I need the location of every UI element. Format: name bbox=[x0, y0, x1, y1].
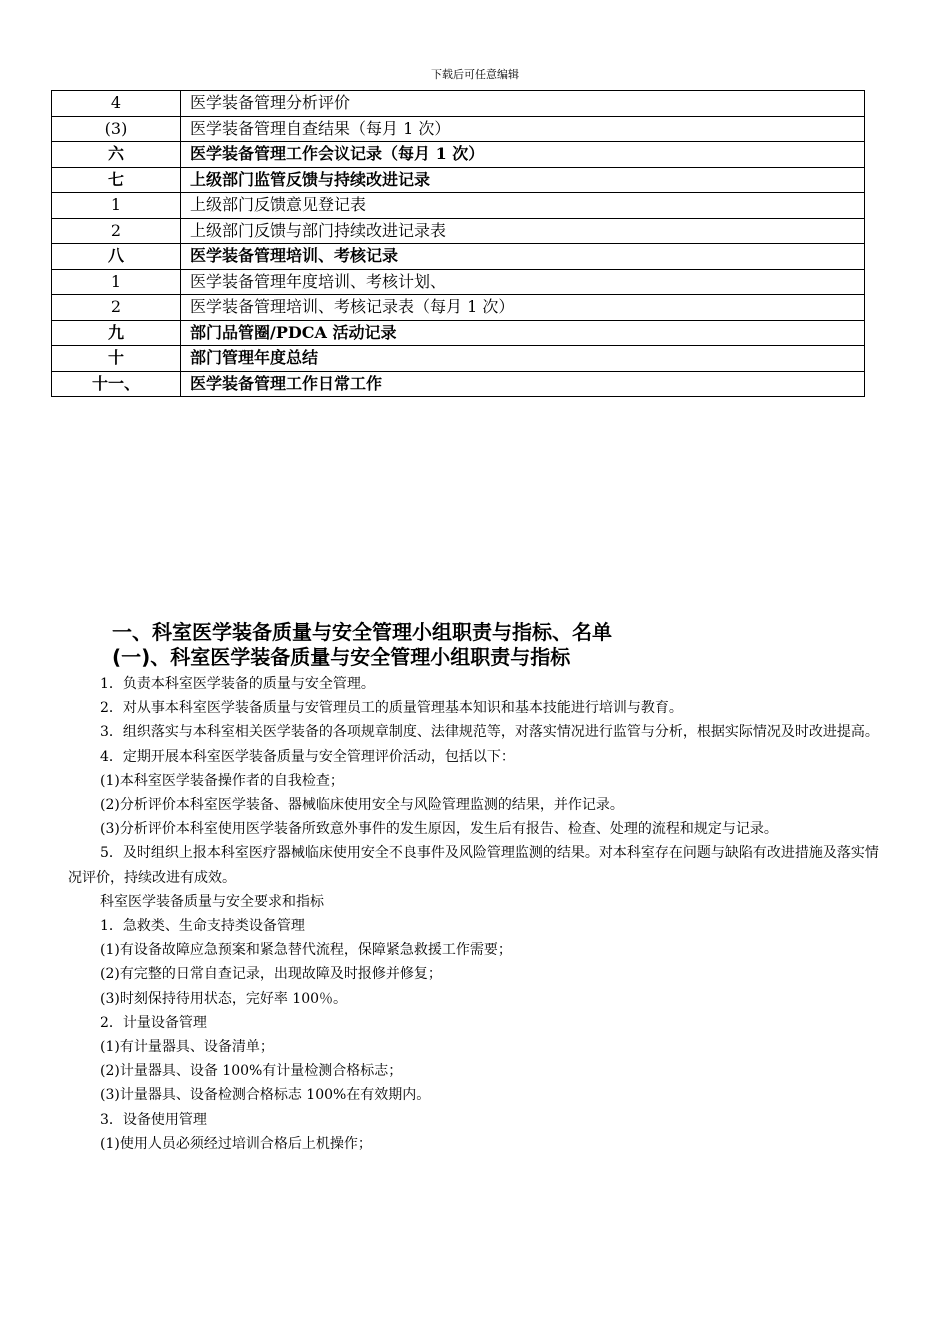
table-row bbox=[52, 244, 865, 270]
records-table bbox=[51, 90, 865, 397]
paragraph: 1．急救类、生命支持类设备管理 bbox=[100, 918, 305, 935]
row-number: 七 bbox=[52, 167, 181, 193]
row-text: 部门管理年度总结 bbox=[181, 346, 865, 372]
paragraph: 5．及时组织上报本科室医疗器械临床使用安全不良事件及风险管理监测的结果。对本科室存在问题与缺陷有改进措施及落实情况评价，持续改进有成效。 bbox=[68, 845, 879, 886]
section-heading: 一、科室医学装备质量与安全管理小组职责与指标、名单 bbox=[112, 620, 612, 644]
table-row bbox=[52, 167, 865, 193]
table-row bbox=[52, 269, 865, 295]
paragraph: (2)分析评价本科室医学装备、器械临床使用安全与风险管理监测的结果，并作记录。 bbox=[100, 797, 624, 814]
paragraph: (2)计量器具、设备 100%有计量检测合格标志； bbox=[100, 1063, 403, 1080]
paragraph: (2)有完整的日常自查记录，出现故障及时报修并修复； bbox=[100, 966, 442, 983]
paragraph: (1)使用人员必须经过培训合格后上机操作； bbox=[100, 1135, 372, 1152]
subsection-heading: (一)、科室医学装备质量与安全管理小组职责与指标 bbox=[112, 645, 571, 669]
paragraph: 4．定期开展本科室医学装备质量与安全管理评价活动，包括以下： bbox=[100, 748, 515, 765]
table-row bbox=[52, 346, 865, 372]
row-number: 4 bbox=[52, 91, 181, 117]
paragraph: 1．负责本科室医学装备的质量与安全管理。 bbox=[100, 676, 375, 692]
paragraph: 3．设备使用管理 bbox=[100, 1111, 207, 1128]
paragraph: 2．对从事本科室医学装备质量与安管理员工的质量管理基本知识和基本技能进行培训与教育。 bbox=[100, 700, 683, 717]
row-text: 部门品管圈/PDCA 活动记录 bbox=[181, 320, 865, 346]
row-number: 九 bbox=[52, 320, 181, 346]
table-row bbox=[52, 371, 865, 397]
row-number: (3) bbox=[52, 116, 181, 142]
paragraph: (1)有计量器具、设备清单； bbox=[100, 1039, 274, 1056]
table-row bbox=[52, 193, 865, 219]
row-number: 十一、 bbox=[52, 371, 181, 397]
paragraph: (3)计量器具、设备检测合格标志 100%在有效期内。 bbox=[100, 1087, 431, 1104]
row-text: 上级部门监管反馈与持续改进记录 bbox=[181, 167, 865, 193]
row-number: 六 bbox=[52, 142, 181, 168]
row-text: 医学装备管理培训、考核记录 bbox=[181, 244, 865, 270]
table-row bbox=[52, 142, 865, 168]
paragraph: 科室医学装备质量与安全要求和指标 bbox=[100, 893, 324, 910]
row-text: 医学装备管理培训、考核记录表（每月 1 次） bbox=[181, 295, 865, 321]
row-text: 医学装备管理自查结果（每月 1 次） bbox=[181, 116, 865, 142]
table-row bbox=[52, 320, 865, 346]
row-text: 医学装备管理年度培训、考核计划、 bbox=[181, 269, 865, 295]
row-text: 医学装备管理分析评价 bbox=[181, 91, 865, 117]
row-number: 2 bbox=[52, 218, 181, 244]
table-row bbox=[52, 91, 865, 117]
paragraph: (1)本科室医学装备操作者的自我检查； bbox=[100, 772, 344, 789]
paragraph: (3)时刻保持待用状态，完好率 100％。 bbox=[100, 990, 348, 1007]
row-number: 2 bbox=[52, 295, 181, 321]
table-row bbox=[52, 116, 865, 142]
row-number: 八 bbox=[52, 244, 181, 270]
paragraph: 3．组织落实与本科室相关医学装备的各项规章制度、法律规范等，对落实情况进行监管与分析，根据实际情况及时改进提高。 bbox=[100, 724, 879, 741]
row-number: 1 bbox=[52, 269, 181, 295]
row-number: 1 bbox=[52, 193, 181, 219]
paragraph: (3)分析评价本科室使用医学装备所致意外事件的发生原因，发生后有报告、检查、处理的流程和规定与记录。 bbox=[100, 821, 778, 838]
table-row bbox=[52, 218, 865, 244]
row-number: 十 bbox=[52, 346, 181, 372]
page-header: 下载后可任意编辑 bbox=[431, 68, 519, 81]
table-row bbox=[52, 295, 865, 321]
paragraph: (1)有设备故障应急预案和紧急替代流程，保障紧急救援工作需要； bbox=[100, 942, 512, 959]
row-text: 医学装备管理工作日常工作 bbox=[181, 371, 865, 397]
row-text: 上级部门反馈意见登记表 bbox=[181, 193, 865, 219]
body-paragraphs bbox=[68, 672, 882, 1156]
responsibilities-section bbox=[68, 620, 882, 1156]
row-text: 上级部门反馈与部门持续改进记录表 bbox=[181, 218, 865, 244]
row-text: 医学装备管理工作会议记录（每月 1 次） bbox=[181, 142, 865, 168]
paragraph: 2．计量设备管理 bbox=[100, 1014, 207, 1031]
